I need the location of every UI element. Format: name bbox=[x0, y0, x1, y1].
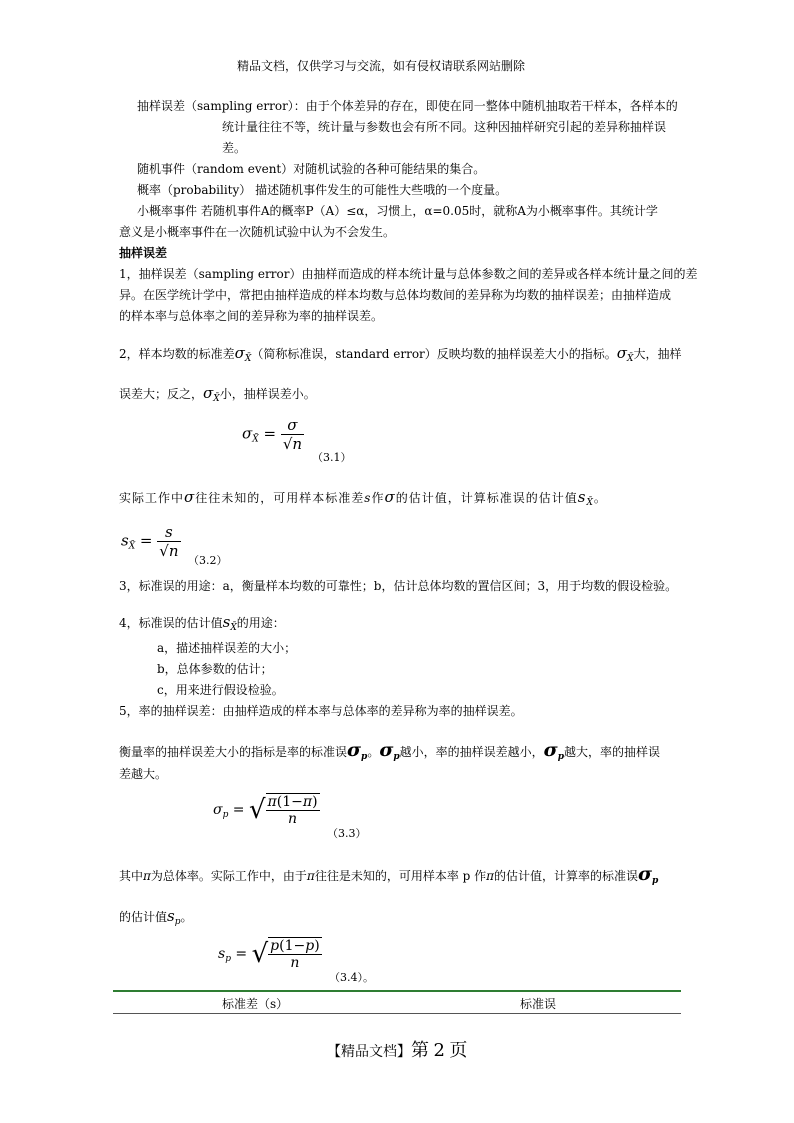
para6-line2: 差越大。 bbox=[119, 767, 168, 781]
para1-line3: 的样本率与总体率之间的差异称为率的抽样误差。 bbox=[119, 309, 384, 323]
para6-line1: 衡量率的抽样误差大小的指标是率的标准误$\sigma_p$。$\sigma_p$越小，率的抽样误差越小，$\sigma_p$越大，率的抽样误 bbox=[119, 739, 660, 762]
def-probability: 概率（probability） 描述随机事件发生的可能性大些哦的一个度量。 bbox=[137, 183, 508, 197]
pi-symbol-2: π bbox=[306, 869, 315, 883]
table-top-rule bbox=[113, 990, 681, 992]
equation-3-2: $s_{X̄}$ = $\frac{s}{√n}$ bbox=[121, 523, 179, 560]
table-header-std-error: 标准误 bbox=[520, 997, 557, 1011]
sigma-p-symbol: $\sigma_p$ bbox=[347, 739, 368, 762]
page-header: 精品文档，仅供学习与交流，如有侵权请联系网站删除 bbox=[237, 59, 526, 73]
para4-item-c: c，用来进行假设检验。 bbox=[157, 683, 284, 697]
para2-text-b: （简称标准误，standard error）反映均数的抽样误差大小的指标。 bbox=[251, 347, 617, 361]
sigma-symbol-2: σ bbox=[384, 488, 396, 506]
para2-text-e: 小，抽样误差小。 bbox=[219, 387, 316, 401]
equation-3-1: $\sigma_{X̄}$ = $\frac{\sigma}{√n}$ bbox=[242, 416, 303, 453]
pi-symbol-3: π bbox=[486, 869, 495, 883]
para2-text-a: 2，样本均数的标准差 bbox=[119, 347, 235, 361]
sigma-p-symbol-3: $\sigma_p$ bbox=[543, 739, 564, 762]
page-number: 2 bbox=[433, 1040, 445, 1061]
sigma-xbar-symbol-2: $\sigma_{X̄}$ bbox=[616, 344, 634, 364]
para4-item-a: a，描述抽样误差的大小； bbox=[157, 641, 297, 655]
table-header-rule bbox=[113, 1013, 681, 1014]
para1-line1: 1，抽样误差（sampling error）由抽样而造成的样本统计量与总体参数之间的差异或各样本统计量之间的差 bbox=[119, 267, 698, 281]
para1-line2: 异。在医学统计学中，常把由抽样造成的样本均数与总体均数间的差异称为均数的抽样误差；由抽样造成 bbox=[119, 288, 672, 302]
para2-line2 bbox=[119, 385, 316, 407]
s-xbar-symbol: $s_{X̄}$ bbox=[577, 488, 594, 508]
sigma-symbol: σ bbox=[184, 488, 196, 506]
para4: 4，标准误的估计值$s_{X̄}$的用途： bbox=[119, 613, 285, 633]
section-heading: 抽样误差 bbox=[119, 246, 168, 260]
def-random-event: 随机事件（random event）对随机试验的各种可能结果的集合。 bbox=[137, 162, 486, 176]
def-sampling-error-line1: 抽样误差（sampling error）：由于个体差异的存在，即使在同一整体中随机抽取若干样本，各样本的 bbox=[137, 99, 678, 113]
para2-line1 bbox=[119, 345, 681, 367]
equation-3-1-label: （3.1） bbox=[312, 451, 352, 464]
para7-line2: 的估计值$s_p$。 bbox=[119, 907, 193, 927]
equation-3-4-label: （3.4）。 bbox=[329, 971, 374, 984]
def-small-prob-line1: 小概率事件 若随机事件A的概率P（A）≤α，习惯上，α=0.05时，就称A为小概率事件。其统计学 bbox=[137, 204, 658, 218]
equation-3-2-label: （3.2） bbox=[188, 554, 228, 567]
sigma-p-symbol-4: $\sigma_p$ bbox=[638, 863, 659, 886]
para4-item-b: b，总体参数的估计； bbox=[157, 662, 273, 676]
para2-text-c: 大，抽样 bbox=[633, 347, 682, 361]
page-footer: 【精品文档】第 2 页 bbox=[327, 1040, 468, 1061]
footer-label: 【精品文档】 bbox=[327, 1044, 411, 1060]
pi-symbol: π bbox=[143, 869, 151, 883]
para7-line1: 其中π为总体率。实际工作中，由于π往往是未知的，可用样本率 p 作π的估计值，计算率的标准误$\sigma_p$ bbox=[119, 863, 659, 886]
sigma-xbar-symbol: $\sigma_{X̄}$ bbox=[234, 344, 252, 364]
equation-3-3: $\sigma_p$ = √ $\frac{\pi(1-\pi)}{n}$ bbox=[213, 794, 318, 827]
def-sampling-error-line3: 差。 bbox=[222, 141, 247, 155]
table-header-std-dev: 标准差（s） bbox=[222, 997, 289, 1011]
equation-3-3-label: （3.3） bbox=[327, 827, 367, 840]
sigma-xbar-symbol-3: $\sigma_{X̄}$ bbox=[203, 384, 220, 404]
def-sampling-error-line2: 统计量往往不等，统计量与参数也会有所不同。这种因抽样研究引起的差异称抽样误 bbox=[222, 120, 667, 134]
para2-text-d: 误差大；反之， bbox=[119, 387, 204, 401]
def-small-prob-line2: 意义是小概率事件在一次随机试验中认为不会发生。 bbox=[119, 225, 396, 239]
para5: 5，率的抽样误差：由抽样造成的样本率与总体率的差异称为率的抽样误差。 bbox=[119, 704, 523, 718]
s-p-symbol: $s_p$ bbox=[167, 907, 181, 927]
sigma-p-symbol-2: $\sigma_p$ bbox=[379, 739, 400, 762]
equation-3-4: $s_p$ = √ $\frac{p(1-p)}{n}$ bbox=[218, 938, 320, 971]
para3: 3，标准误的用途：a，衡量样本均数的可靠性；b，估计总体均数的置信区间；3，用于均数的假设检验。 bbox=[119, 579, 678, 593]
para-estimate: 实际工作中σ往往未知的，可用样本标准差s作σ的估计值，计算标准误的估计值$s_{X̄}$。 bbox=[119, 488, 607, 508]
s-xbar-symbol-2: $s_{X̄}$ bbox=[222, 613, 237, 633]
